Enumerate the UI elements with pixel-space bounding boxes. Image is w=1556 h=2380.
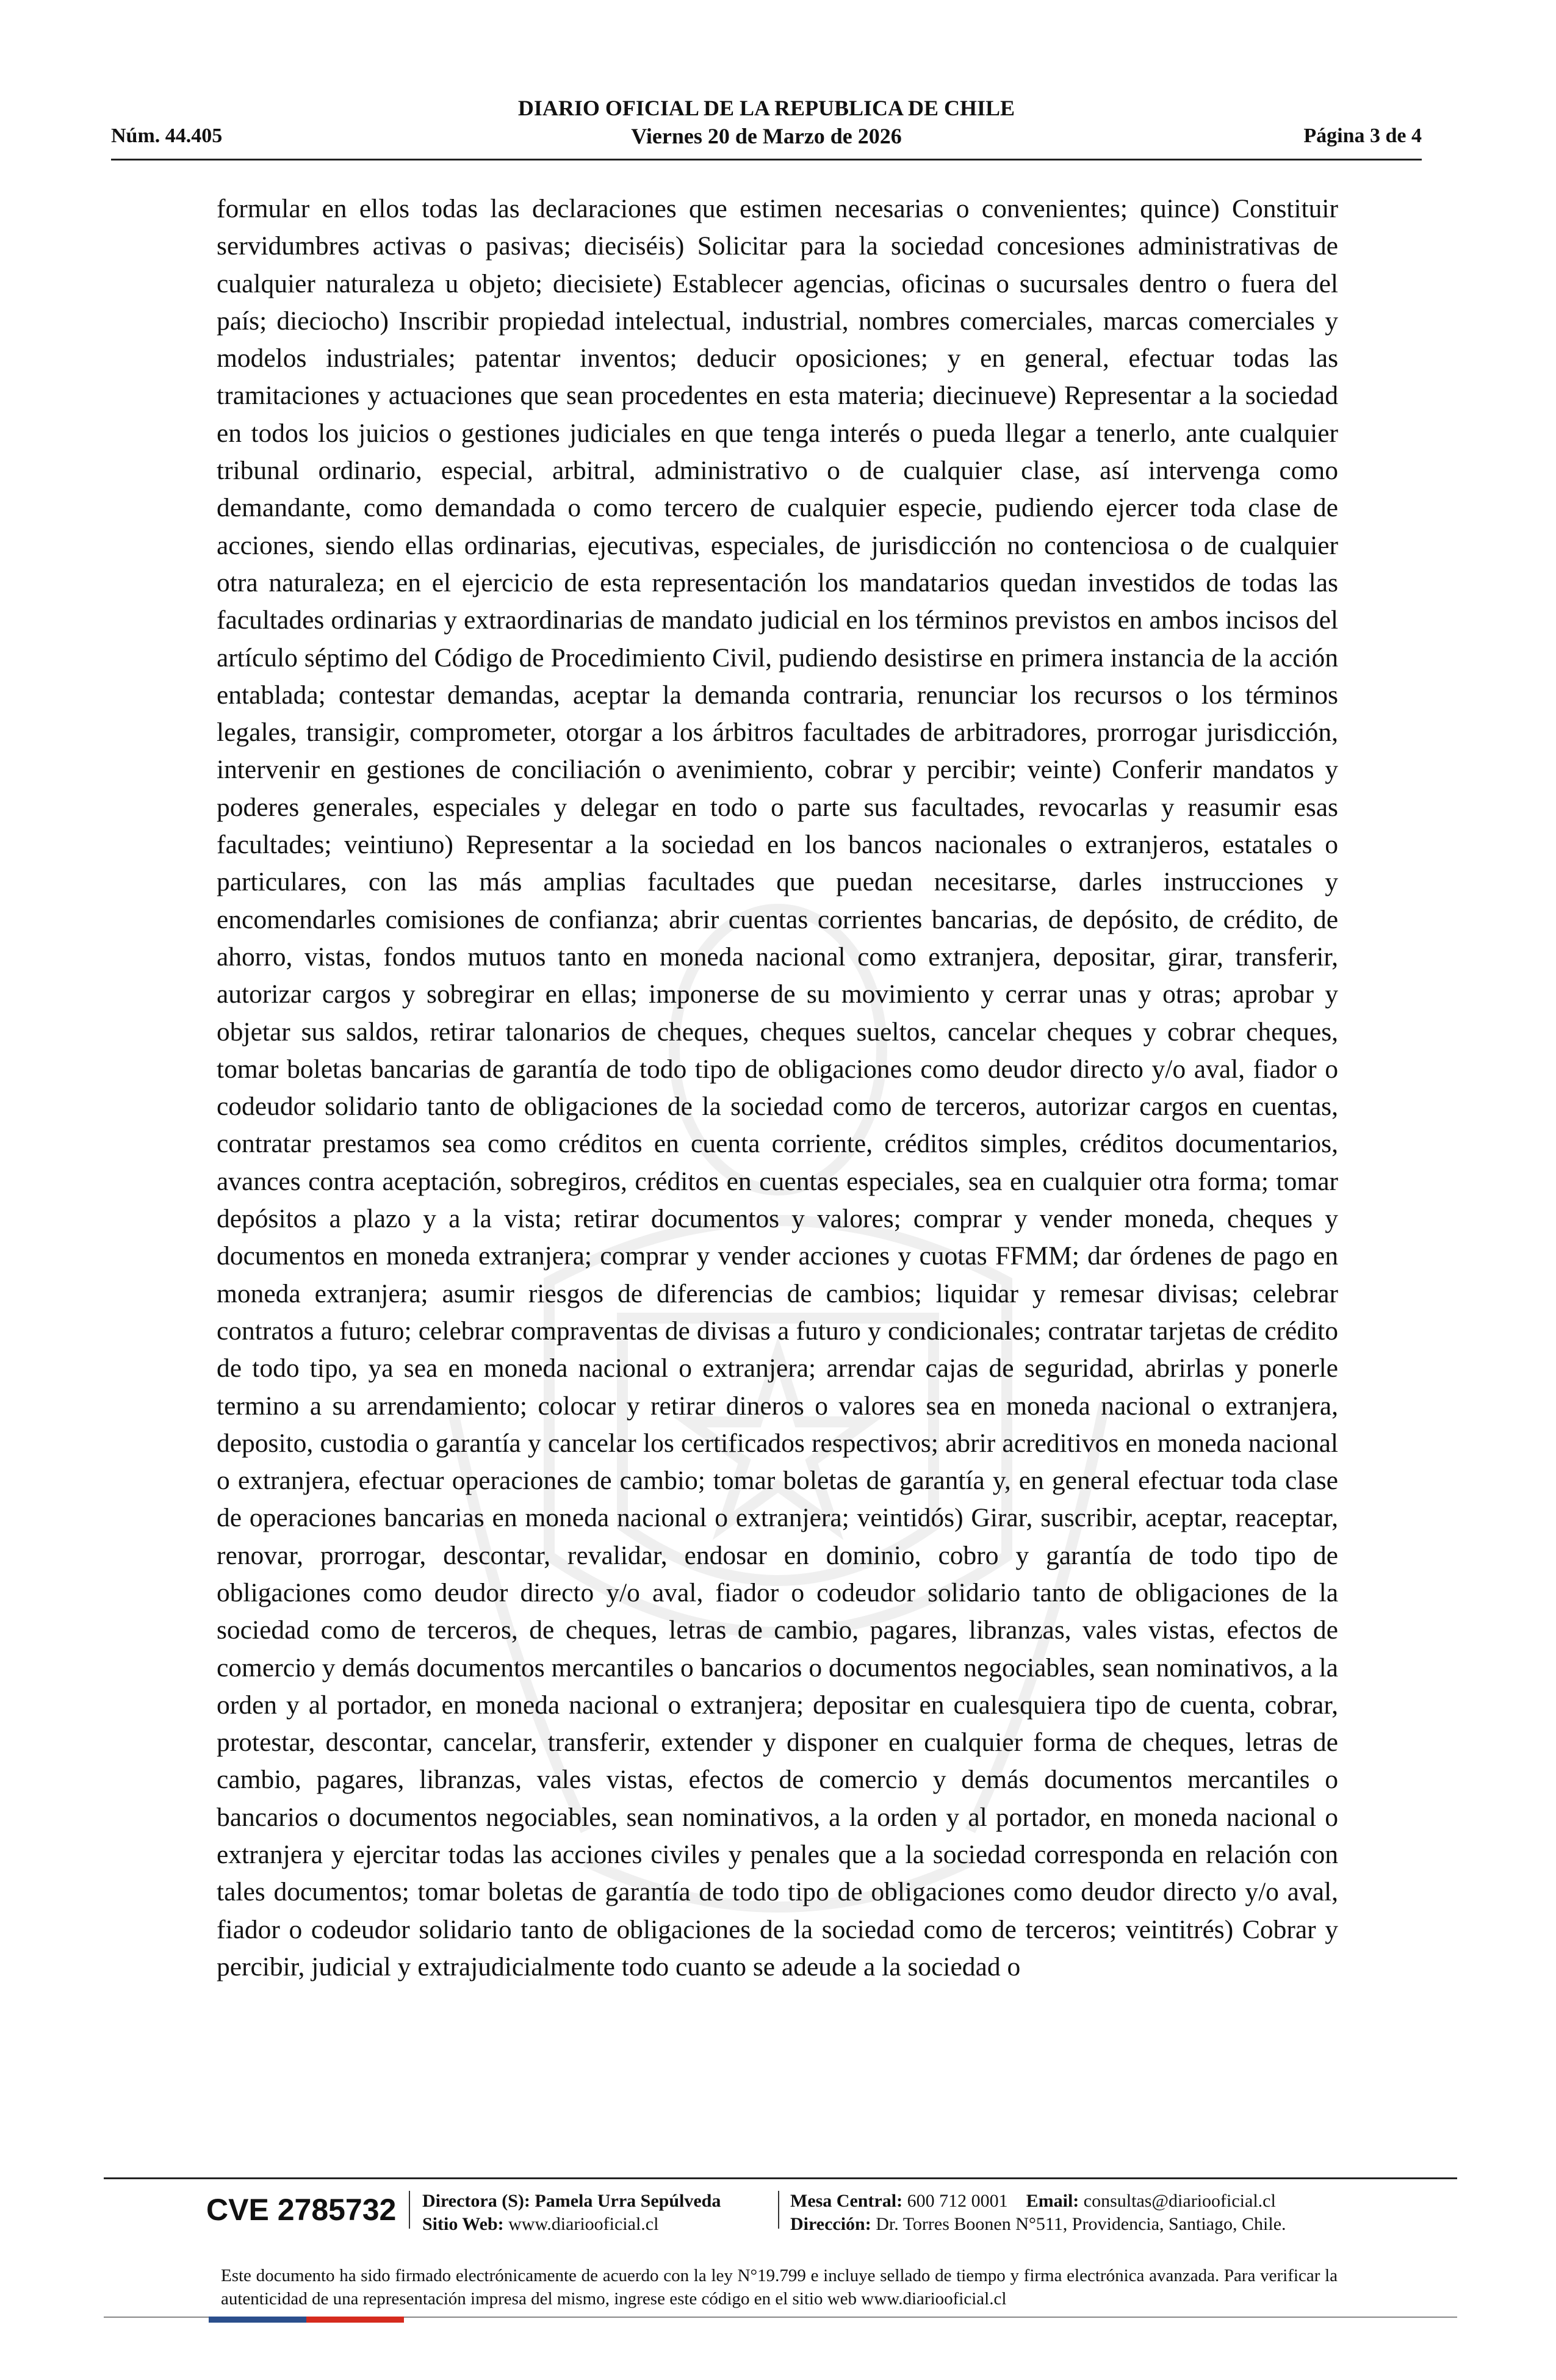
footer-contact-info (790, 2190, 1286, 2236)
footer-editor-info (422, 2190, 721, 2236)
issue-number: Núm. 44.405 (111, 124, 223, 147)
footer-separator (409, 2191, 410, 2229)
email-link[interactable]: consultas@diariooficial.cl (1083, 2191, 1276, 2211)
page-number: Página 3 de 4 (1303, 124, 1422, 147)
cve-code: CVE 2785732 (206, 2193, 397, 2227)
masthead (111, 94, 1422, 150)
page-header (111, 92, 1422, 160)
flag-stripe-red (306, 2317, 404, 2323)
publication-date: Viernes 20 de Marzo de 2026 (631, 124, 902, 148)
publication-title: DIARIO OFICIAL DE LA REPUBLICA DE CHILE (517, 96, 1015, 120)
page-footer (104, 2180, 1457, 2253)
decree-body-text: formular en ellos todas las declaraciones que estimen necesarias o convenientes; quince) Constituir servidumbres activas o pasivas; dieciséis) Solicitar para la sociedad concesiones administrativas de cualquier naturaleza u objeto; diecisiete) Establecer agencias, oficinas o sucursales dentro o fuera del país; dieciocho) Inscribir propiedad intelectual, industrial, nombres comerciales, marcas comerciales y modelos industriales; patentar inventos; deducir oposiciones; y en general, efectuar todas las tramitaciones y actuaciones que sean procedentes en esta materia; diecinueve) Representar a la sociedad en todos los juicios o gestiones judiciales en que tenga interés o pueda llegar a tenerlo, ante cualquier tribunal ordinario, especial, arbitral, administrativo o de cualquier clase, así intervenga como demandante, como demandada o como tercero de cualquier especie, pudiendo ejercer toda clase de acciones, siendo ellas ordinarias, ejecutivas, especiales, de jurisdicción no contenciosa o de cualquier otra naturaleza; en el ejercicio de esta representación los mandatarios quedan investidos de todas las facultades ordinarias y extraordinarias de mandato judicial en los términos previstos en ambos incisos del artículo séptimo del Código de Procedimiento Civil, pudiendo desistirse en primera instancia de la acción entablada; contestar demandas, aceptar la demanda contraria, renunciar los recursos o los términos legales, transigir, comprometer, otorgar a los árbitros facultades de arbitradores, prorrogar jurisdicción, intervenir en gestiones de conciliación o avenimiento, cobrar y percibir; veinte) Conferir mandatos y poderes generales, especiales y delegar en todo o parte sus facultades, revocarlas y reasumir esas facultades; veintiuno) Representar a la sociedad en los bancos nacionales o extranjeros, estatales o particulares, con las más amplias facultades que puedan necesitarse, darles instrucciones y encomendarles comisiones de confianza; abrir cuentas corrientes bancarias, de depósito, de crédito, de ahorro, vistas, fondos mutuos tanto en moneda nacional como extranjera, depositar, girar, transferir, autorizar cargos y sobregirar en ellas; imponerse de su movimiento y cerrar unas y otras; aprobar y objetar sus saldos, retirar talonarios de cheques, cheques sueltos, cancelar cheques y cobrar cheques, tomar boletas bancarias de garantía de todo tipo de obligaciones como deudor directo y/o aval, fiador o codeudor solidario tanto de obligaciones de la sociedad como de terceros, autorizar cargos en cuentas, contratar prestamos sea como créditos en cuenta corriente, créditos simples, créditos documentarios, avances contra aceptación, sobregiros, créditos en cuentas especiales, sea en cualquier otra forma; tomar depósitos a plazo y a la vista; retirar documentos y valores; comprar y vender moneda, cheques y documentos en moneda extranjera; comprar y vender acciones y cuotas FFMM; dar órdenes de pago en moneda extranjera; asumir riesgos de diferencias de cambios; liquidar y remesar divisas; celebrar contratos a futuro; celebrar compraventas de divisas a futuro y condicionales; contratar tarjetas de crédito de todo tipo, ya sea en moneda nacional o extranjera; arrendar cajas de seguridad, abrirlas y ponerle termino a su arrendamiento; colocar y retirar dineros o valores sea en moneda nacional o extranjera, deposito, custodia o garantía y cancelar los certificados respectivos; abrir acreditivos en moneda nacional o extranjera, efectuar operaciones de cambio; tomar boletas de garantía y, en general efectuar toda clase de operaciones bancarias en moneda nacional o extranjera; veintidós) Girar, suscribir, aceptar, reaceptar, renovar, prorrogar, descontar, revalidar, endosar en dominio, cobro y garantía de todo tipo de obligaciones como deudor directo y/o aval, fiador o codeudor solidario tanto de obligaciones de la sociedad como de terceros, de cheques, letras de cambio, pagares, libranzas, vales vistas, efectos de comercio y demás documentos mercantiles o bancarios o documentos negociables, sean nominativos, a la orden y al portador, en moneda nacional o extranjera; depositar en cualesquiera tipo de cuenta, cobrar, protestar, descontar, cancelar, transferir, extender y disponer en cualquier forma de cheques, letras de cambio, pagares, libranzas, vales vistas, efectos de comercio y demás documentos mercantiles o bancarios o documentos negociables, sean nominativos, a la orden y al portador, en moneda nacional o extranjera y ejercitar todas las acciones civiles y penales que a la sociedad corresponda en relación con tales documentos; tomar boletas de garantía de todo tipo de obligaciones como deudor directo y/o aval, fiador o codeudor solidario tanto de obligaciones de la sociedad como de terceros; veintitrés) Cobrar y percibir, judicial y extrajudicialmente todo cuanto se adeude a la sociedad o (217, 194, 1338, 1982)
website-line: Sitio Web: www.diariooficial.cl (422, 2214, 659, 2234)
contact-line: Mesa Central: 600 712 0001 Email: consultas@diariooficial.cl (790, 2191, 1276, 2211)
address-line: Dirección: Dr. Torres Boonen N°511, Providencia, Santiago, Chile. (790, 2214, 1286, 2234)
footer-separator (778, 2191, 779, 2229)
director-line: Directora (S): Pamela Urra Sepúlveda (422, 2191, 721, 2211)
flag-stripe-blue (209, 2317, 306, 2323)
electronic-signature-note: Este documento ha sido firmado electrónicamente de acuerdo con la ley N°19.799 e incluye sellado de tiempo y firma electrónica avanzada. Para verificar la autenticidad de una representación impresa del mismo, ingrese este código en el sitio web www.diariooficial.cl (221, 2266, 1338, 2309)
footer-divider (104, 2177, 1457, 2179)
flag-stripe (209, 2317, 404, 2323)
website-link[interactable]: www.diariooficial.cl (508, 2214, 659, 2234)
